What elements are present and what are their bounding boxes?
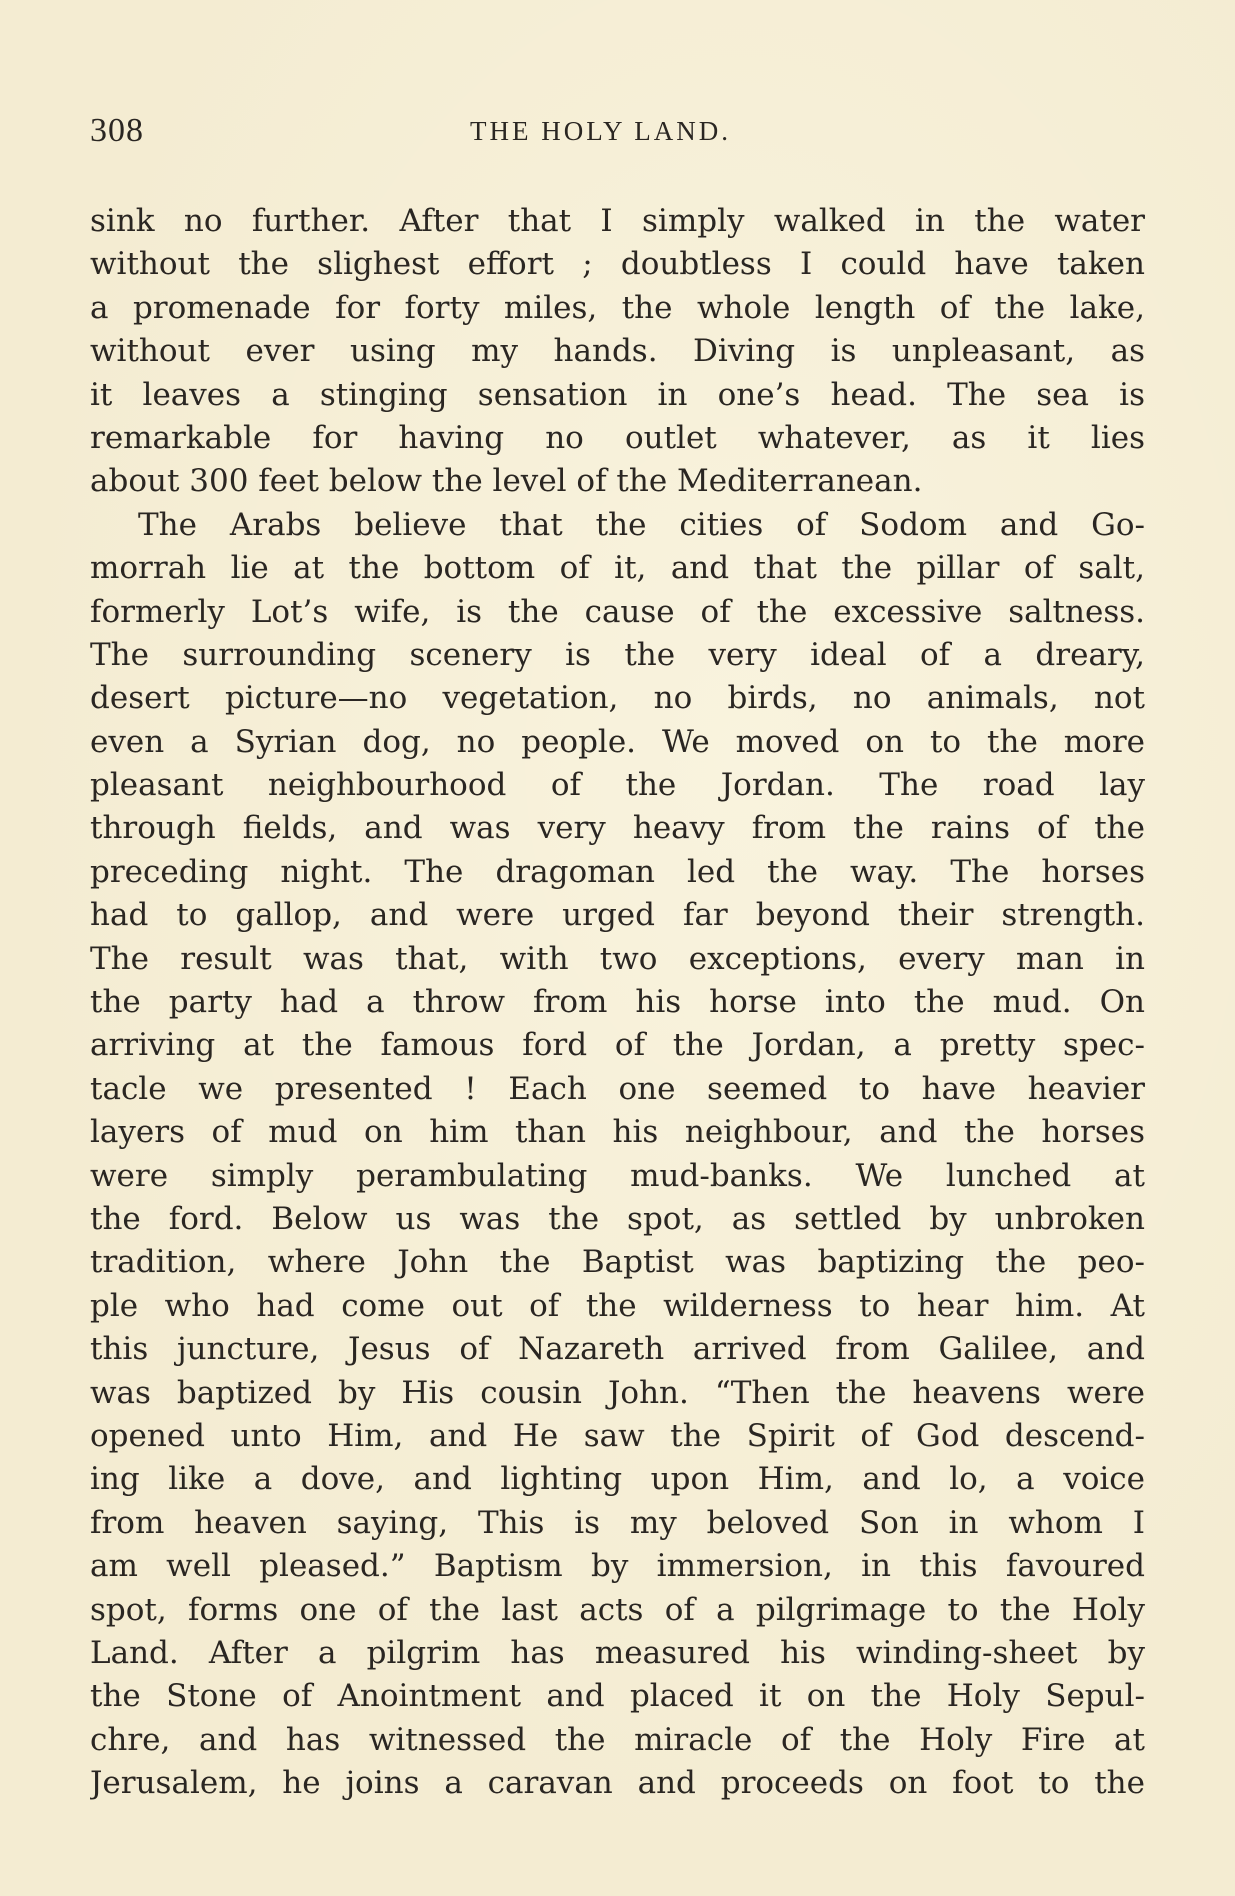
text-line: ple who had come out of the wilderness to hear him. At bbox=[90, 1287, 1145, 1324]
text-line: morrah lie at the bottom of it, and that the pillar of salt, bbox=[90, 550, 1145, 587]
text-line: the ford. Below us was the spot, as settled by unbroken bbox=[90, 1200, 1145, 1237]
text-line: Land. After a pilgrim has measured his winding-sheet by bbox=[90, 1634, 1145, 1671]
text-line: formerly Lot’s wife, is the cause of the excessive saltness. bbox=[90, 593, 1145, 630]
text-line: from heaven saying, This is my beloved Son in whom I bbox=[90, 1504, 1145, 1541]
text-line: through fields, and was very heavy from the rains of the bbox=[90, 810, 1145, 847]
text-line: chre, and has witnessed the miracle of the Holy Fire at bbox=[90, 1721, 1145, 1758]
text-line: The result was that, with two exceptions, every man in bbox=[90, 940, 1145, 977]
text-line: a promenade for forty miles, the whole length of the lake, bbox=[90, 289, 1145, 326]
text-line: am well pleased.” Baptism by immersion, in this favoured bbox=[90, 1548, 1145, 1585]
running-title: THE HOLY LAND. bbox=[470, 116, 732, 146]
text-line: the Stone of Anointment and placed it on the Holy Sepul- bbox=[90, 1678, 1145, 1715]
text-line: pleasant neighbourhood of the Jordan. The road lay bbox=[90, 767, 1145, 804]
text-line: Jerusalem, he joins a caravan and proceeds on foot to the bbox=[90, 1765, 1145, 1802]
text-line: The surrounding scenery is the very ideal of a dreary, bbox=[90, 636, 1145, 673]
text-line: layers of mud on him than his neighbour, and the horses bbox=[90, 1114, 1145, 1151]
running-head bbox=[90, 112, 1145, 152]
text-line: opened unto Him, and He saw the Spirit of God descend- bbox=[90, 1417, 1145, 1454]
text-line: this juncture, Jesus of Nazareth arrived from Galilee, and bbox=[90, 1331, 1145, 1368]
page-number: 308 bbox=[90, 112, 144, 149]
paragraph-start-line: The Arabs believe that the cities of Sodom and Go- bbox=[138, 506, 1145, 543]
text-line: about 300 feet below the level of the Mediterranean. bbox=[90, 463, 923, 500]
text-line: were simply perambulating mud-banks. We lunched at bbox=[90, 1157, 1145, 1194]
text-line: it leaves a stinging sensation in one’s head. The sea is bbox=[90, 376, 1145, 413]
text-line: ing like a dove, and lighting upon Him, and lo, a voice bbox=[90, 1461, 1145, 1498]
text-line: tacle we presented ! Each one seemed to have heavier bbox=[90, 1070, 1145, 1107]
text-line: arriving at the famous ford of the Jordan, a pretty spec- bbox=[90, 1027, 1145, 1064]
text-line: preceding night. The dragoman led the way. The horses bbox=[90, 853, 1145, 890]
text-line: had to gallop, and were urged far beyond their strength. bbox=[90, 897, 1145, 934]
text-line: without the slighest effort ; doubtless I could have taken bbox=[90, 246, 1145, 283]
text-line: desert picture—no vegetation, no birds, no animals, not bbox=[90, 680, 1145, 717]
text-line: without ever using my hands. Diving is unpleasant, as bbox=[90, 333, 1145, 370]
body-text bbox=[90, 200, 1145, 1805]
text-line: was baptized by His cousin John. “Then the heavens were bbox=[90, 1374, 1145, 1411]
text-line: even a Syrian dog, no people. We moved on to the more bbox=[90, 723, 1145, 760]
text-line: the party had a throw from his horse into the mud. On bbox=[90, 984, 1145, 1021]
text-line: remarkable for having no outlet whatever, as it lies bbox=[90, 419, 1145, 456]
text-line: sink no further. After that I simply walked in the water bbox=[90, 203, 1145, 239]
text-line: spot, forms one of the last acts of a pilgrimage to the Holy bbox=[90, 1591, 1145, 1628]
text-line: tradition, where John the Baptist was baptizing the peo- bbox=[90, 1244, 1145, 1281]
